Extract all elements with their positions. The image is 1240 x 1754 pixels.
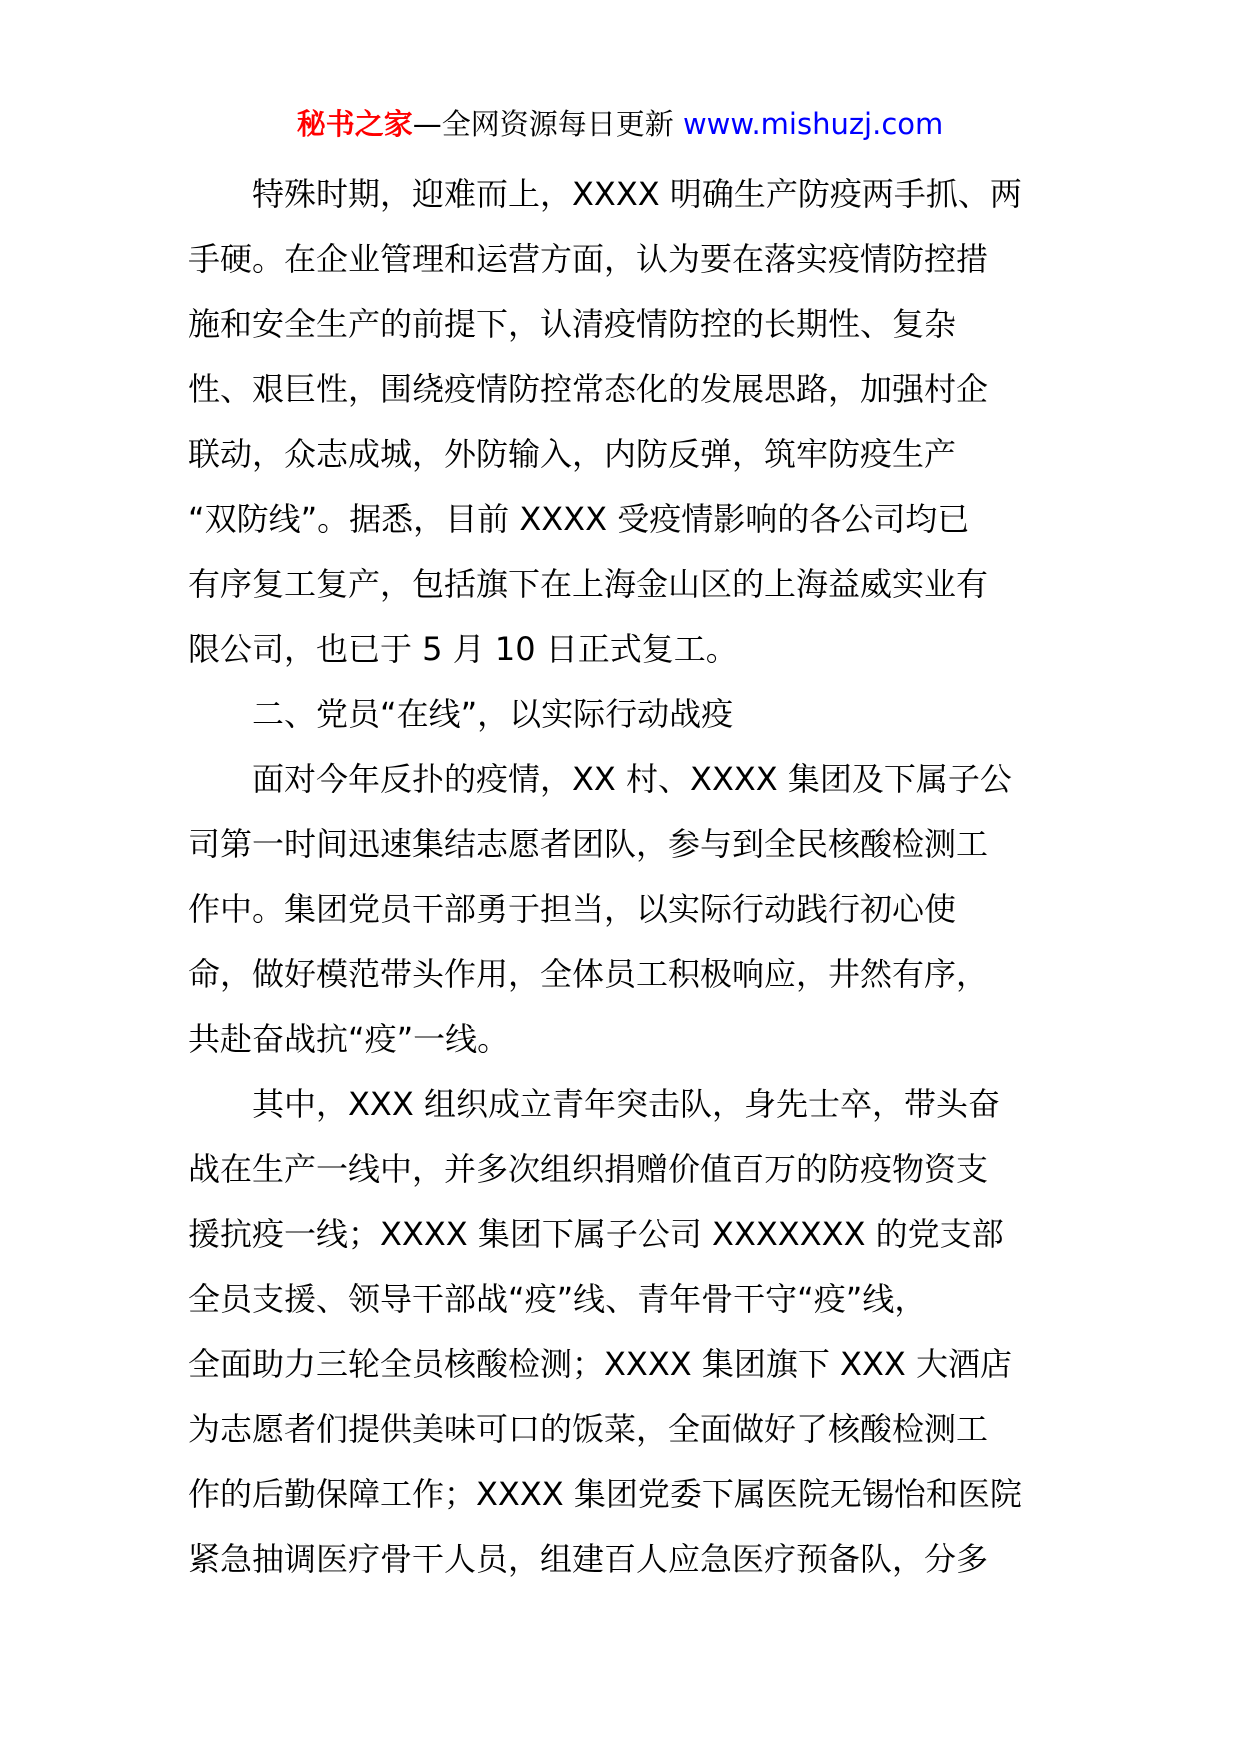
text-line: 战在生产一线中，并多次组织捐赠价值百万的防疫物资支 (188, 1150, 989, 1188)
text-line: 全面助力三轮全员核酸检测；XXXX 集团旗下 XXX 大酒店 (188, 1345, 1012, 1383)
text-line: 命，做好模范带头作用，全体员工积极响应，井然有序， (188, 955, 989, 993)
text-line: 全员支援、领导干部战“疫”线、青年骨干守“疫”线， (188, 1280, 927, 1318)
header-tagline: —全网资源每日更新 (412, 107, 674, 141)
text-line: 限公司，也已于 5 月 10 日正式复工。 (188, 630, 738, 668)
section-heading: 二、党员“在线”，以实际行动战疫 (188, 695, 734, 733)
text-line: “双防线”。据悉，目前 XXXX 受疫情影响的各公司均已 (188, 500, 970, 538)
header-url[interactable]: www.mishuzj.com (682, 107, 944, 141)
text-line: 联动，众志成城，外防输入，内防反弹，筑牢防疫生产 (188, 435, 957, 473)
text-line: 施和安全生产的前提下，认清疫情防控的长期性、复杂 (188, 305, 957, 343)
header-brand: 秘书之家 (296, 107, 413, 141)
text-line: 为志愿者们提供美味可口的饭菜，全面做好了核酸检测工 (188, 1410, 989, 1448)
text-line: 紧急抽调医疗骨干人员，组建百人应急医疗预备队，分多 (188, 1540, 989, 1578)
text-line: 有序复工复产，包括旗下在上海金山区的上海益威实业有 (188, 565, 989, 603)
text-line: 共赴奋战抗“疫”一线。 (188, 1020, 510, 1058)
document-body (188, 162, 1058, 1592)
text-line: 特殊时期，迎难而上，XXXX 明确生产防疫两手抓、两 (188, 175, 1022, 213)
text-line: 面对今年反扑的疫情，XX 村、XXXX 集团及下属子公 (188, 760, 1012, 798)
text-line: 手硬。在企业管理和运营方面，认为要在落实疫情防控措 (188, 240, 989, 278)
text-line: 司第一时间迅速集结志愿者团队，参与到全民核酸检测工 (188, 825, 989, 863)
text-line: 作中。集团党员干部勇于担当，以实际行动践行初心使 (188, 890, 957, 928)
text-line: 作的后勤保障工作；XXXX 集团党委下属医院无锡怡和医院 (188, 1475, 1022, 1513)
text-line: 援抗疫一线；XXXX 集团下属子公司 XXXXXXX 的党支部 (188, 1215, 1004, 1253)
text-line: 其中，XXX 组织成立青年突击队，身先士卒，带头奋 (188, 1085, 1000, 1123)
text-line: 性、艰巨性，围绕疫情防控常态化的发展思路，加强村企 (188, 370, 989, 408)
page-header (0, 102, 1240, 146)
